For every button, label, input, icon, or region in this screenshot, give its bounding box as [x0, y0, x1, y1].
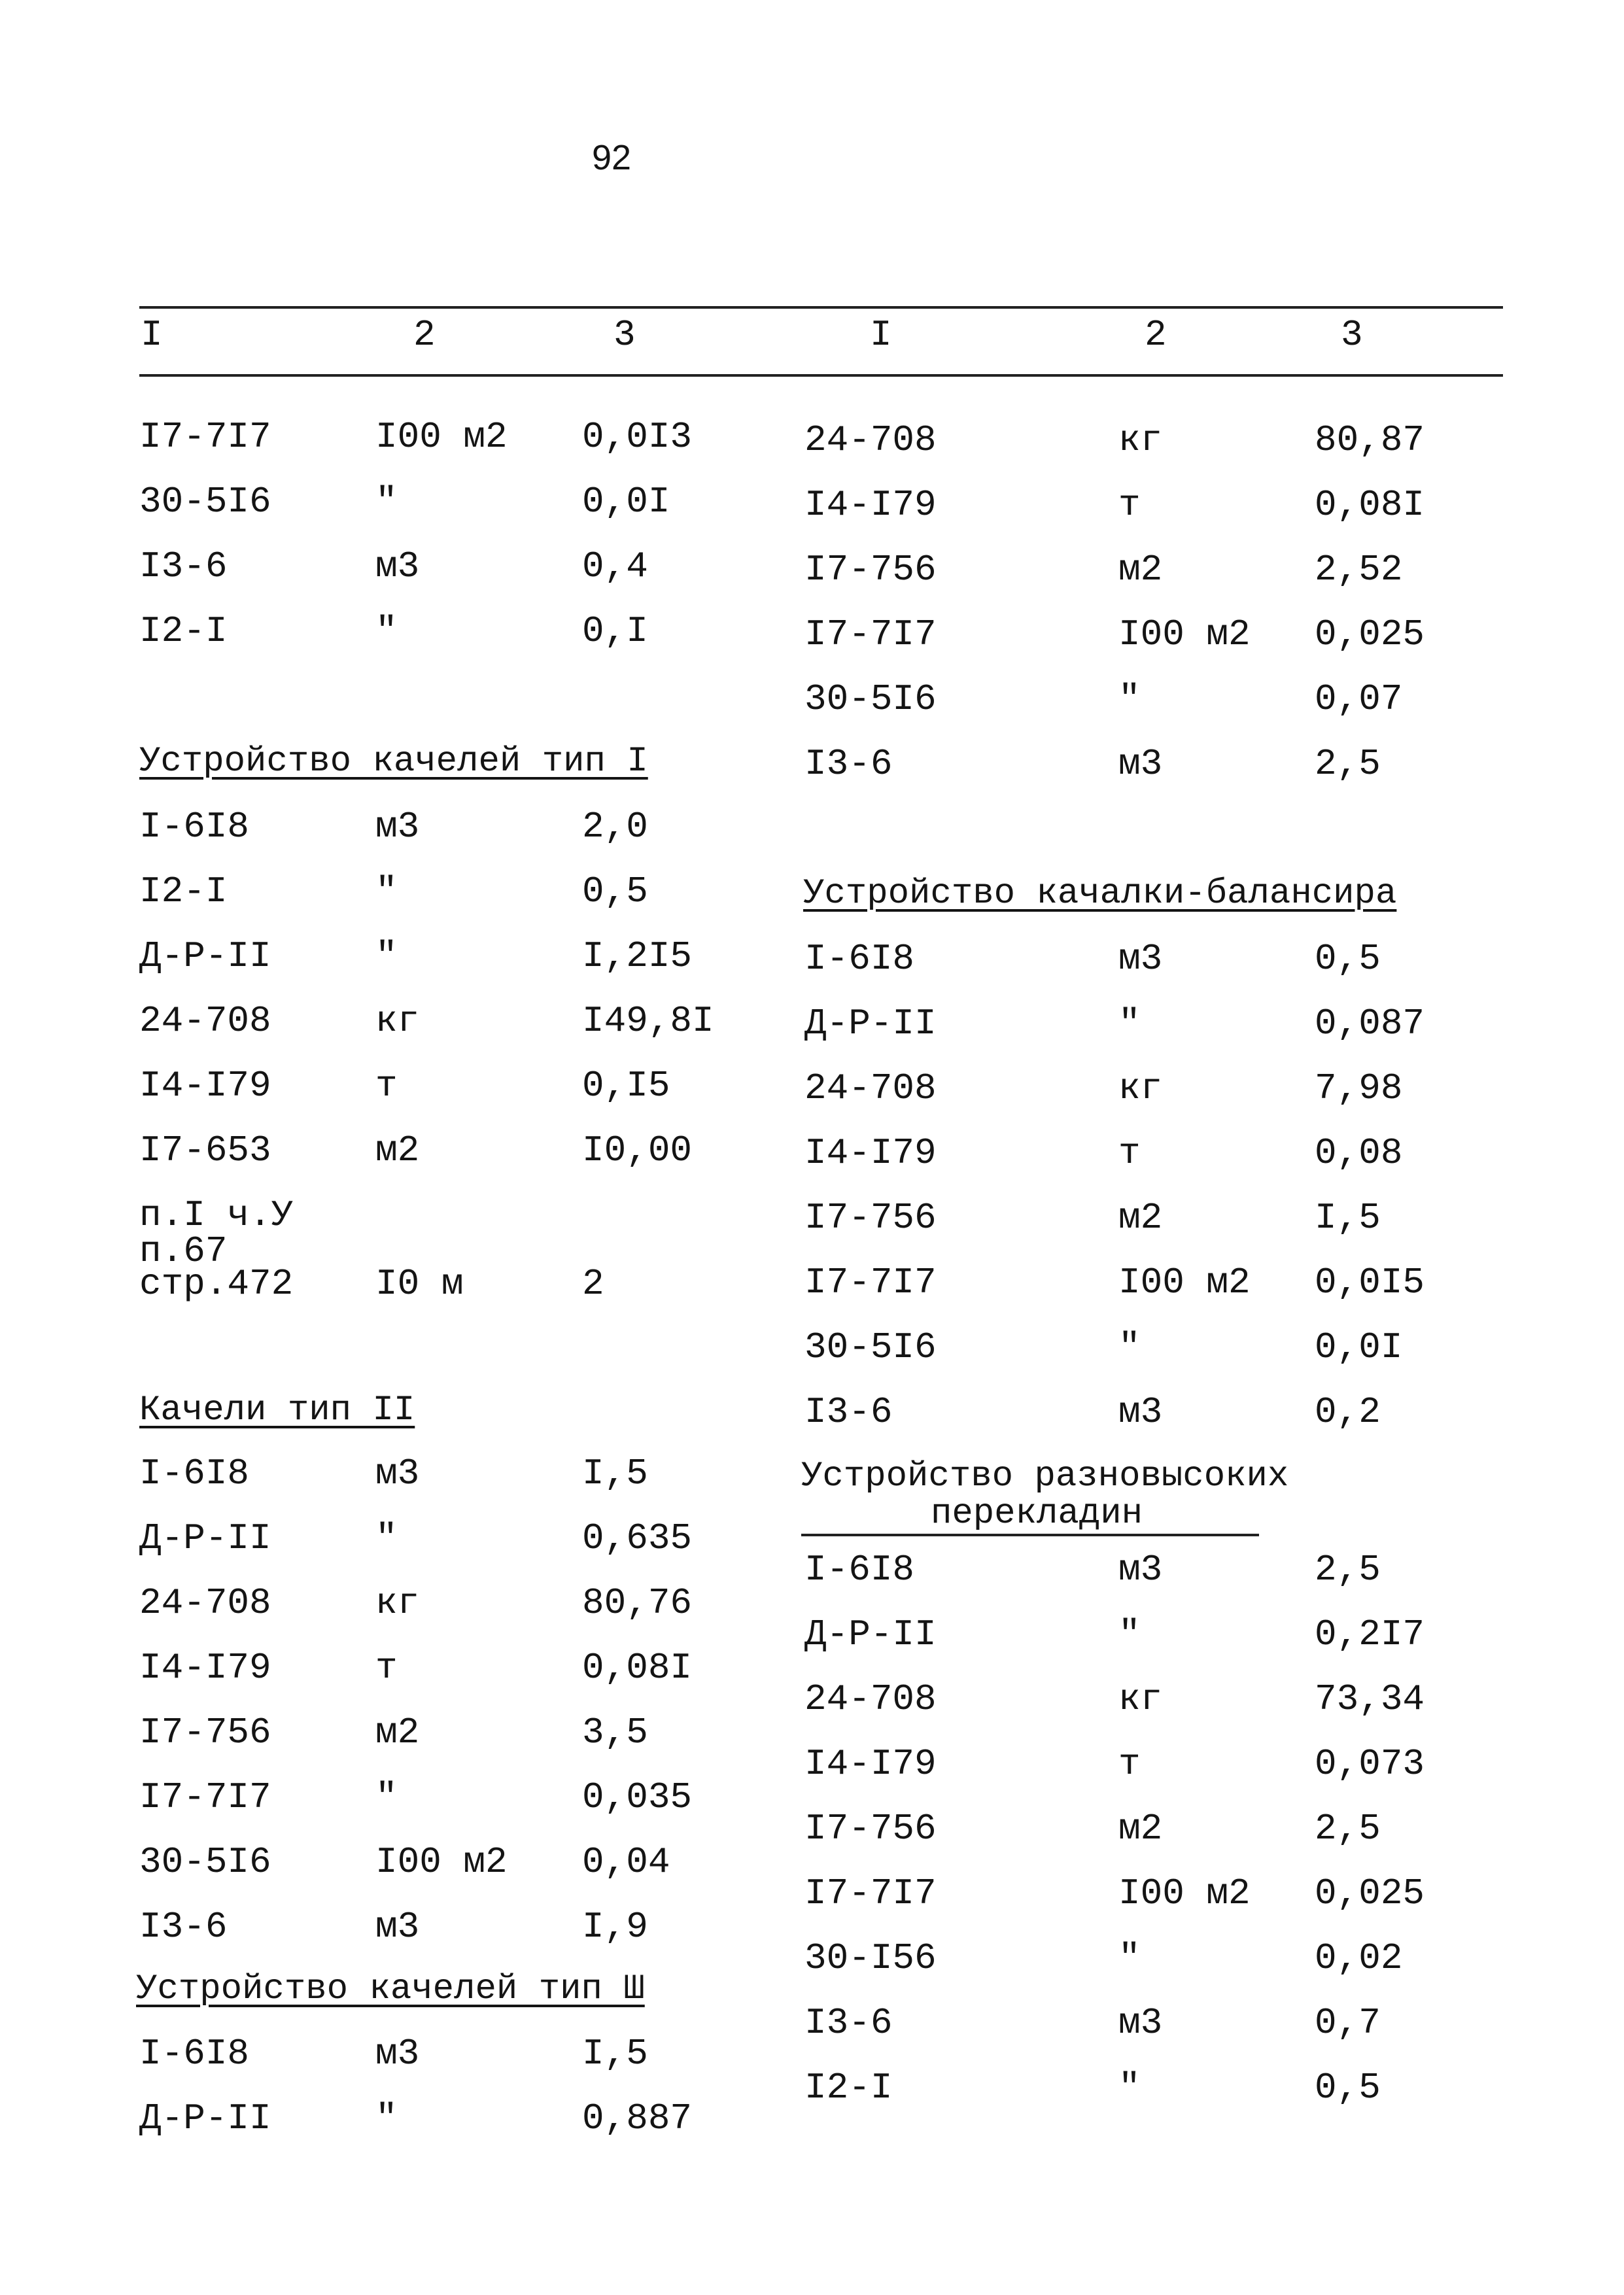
- swings-type-2-row-value: 0,635: [582, 1517, 693, 1559]
- left-top-row-unit: ": [375, 481, 398, 523]
- balance-swing-row-code: I7-7I7: [804, 1262, 937, 1303]
- swings-type-3-row-value: I,5: [582, 2033, 648, 2075]
- swings-type-2-row-code: 30-5I6: [139, 1841, 271, 1883]
- uneven-bars-row-unit: кг: [1118, 1678, 1163, 1720]
- uneven-bars-row-unit: ": [1118, 1937, 1141, 1979]
- balance-swing-row-value: 7,98: [1315, 1067, 1403, 1109]
- header-col-1-left: I: [141, 314, 163, 356]
- balance-swing-row-value: 0,087: [1315, 1003, 1425, 1044]
- right-top-row-value: 0,025: [1315, 613, 1425, 655]
- swings-type-2-row-code: Д-Р-II: [139, 1517, 271, 1559]
- uneven-bars-row-unit: м3: [1118, 2002, 1163, 2044]
- balance-swing-row-unit: кг: [1118, 1067, 1163, 1109]
- uneven-bars-row-value: 2,5: [1315, 1808, 1381, 1850]
- balance-swing-row-unit: ": [1118, 1003, 1141, 1044]
- swings-type-1-row-unit: м3: [375, 806, 420, 848]
- swings-type-2-row-code: I7-756: [139, 1712, 271, 1753]
- uneven-bars-row-code: 24-708: [804, 1678, 937, 1720]
- reference-row-code: стр.472: [139, 1263, 294, 1305]
- left-top-row-unit: I00 м2: [375, 416, 508, 458]
- left-top-row-value: 0,4: [582, 545, 648, 587]
- right-top-row-unit: м2: [1118, 549, 1163, 591]
- swings-type-1-row-unit: м2: [375, 1130, 420, 1171]
- swings-type-2-row-unit: т: [375, 1647, 398, 1689]
- swings-type-2-row-code: I7-7I7: [139, 1776, 271, 1818]
- reference-line-1: п.I ч.У: [139, 1194, 294, 1236]
- uneven-bars-row-value: 0,2I7: [1315, 1613, 1425, 1655]
- right-top-row-unit: ": [1118, 678, 1141, 720]
- uneven-bars-row-unit: м2: [1118, 1808, 1163, 1850]
- right-top-row-unit: кг: [1118, 419, 1163, 461]
- table-header-rule: [139, 374, 1503, 377]
- uneven-bars-row-value: 73,34: [1315, 1678, 1425, 1720]
- uneven-bars-row-code: I7-7I7: [804, 1872, 937, 1914]
- reference-row-value: 2: [582, 1263, 604, 1305]
- swings-type-2-row-value: I,5: [582, 1453, 648, 1494]
- swings-type-2-row-code: I-6I8: [139, 1453, 250, 1494]
- left-top-row-code: 30-5I6: [139, 481, 271, 523]
- balance-swing-row-code: I4-I79: [804, 1132, 937, 1174]
- right-top-row-unit: т: [1118, 484, 1141, 526]
- swings-type-3-row-value: 0,887: [582, 2097, 693, 2139]
- swings-type-2-row-value: 3,5: [582, 1712, 648, 1753]
- swings-type-1-row-value: I0,00: [582, 1130, 693, 1171]
- swings-type-1-row-value: I49,8I: [582, 1000, 714, 1042]
- right-top-row-value: 2,52: [1315, 549, 1403, 591]
- header-col-1-right: I: [870, 314, 892, 356]
- section-title-uneven-bars-underline: [801, 1534, 1259, 1536]
- swings-type-2-row-value: 0,04: [582, 1841, 670, 1883]
- swings-type-1-row-unit: т: [375, 1065, 398, 1107]
- balance-swing-row-value: 0,08: [1315, 1132, 1403, 1174]
- swings-type-2-row-code: 24-708: [139, 1582, 271, 1624]
- reference-line-2: п.67: [139, 1230, 228, 1272]
- swings-type-1-row-value: I,2I5: [582, 935, 693, 977]
- swings-type-2-row-unit: м2: [375, 1712, 420, 1753]
- section-title-swings-type-3: Устройство качелей тип Ш: [136, 1969, 645, 2009]
- header-col-3-left: 3: [613, 314, 636, 356]
- swings-type-1-row-code: I7-653: [139, 1130, 271, 1171]
- swings-type-2-row-value: 0,08I: [582, 1647, 693, 1689]
- uneven-bars-row-value: 0,073: [1315, 1743, 1425, 1785]
- section-title-balance-swing: Устройство качалки-балансира: [803, 874, 1397, 914]
- uneven-bars-row-code: I4-I79: [804, 1743, 937, 1785]
- left-top-row-unit: ": [375, 610, 398, 652]
- right-top-row-code: I7-756: [804, 549, 937, 591]
- right-top-row-code: I7-7I7: [804, 613, 937, 655]
- balance-swing-row-unit: м2: [1118, 1197, 1163, 1239]
- swings-type-1-row-code: I4-I79: [139, 1065, 271, 1107]
- swings-type-1-row-code: I-6I8: [139, 806, 250, 848]
- right-top-row-value: 0,07: [1315, 678, 1403, 720]
- right-top-row-unit: I00 м2: [1118, 613, 1251, 655]
- balance-swing-row-code: Д-Р-II: [804, 1003, 937, 1044]
- reference-row-unit: I0 м: [375, 1263, 464, 1305]
- balance-swing-row-unit: I00 м2: [1118, 1262, 1251, 1303]
- swings-type-1-row-code: Д-Р-II: [139, 935, 271, 977]
- swings-type-3-row-unit: м3: [375, 2033, 420, 2075]
- right-top-row-code: 30-5I6: [804, 678, 937, 720]
- swings-type-1-row-value: 2,0: [582, 806, 648, 848]
- swings-type-2-row-value: 80,76: [582, 1582, 693, 1624]
- balance-swing-row-value: 0,0I5: [1315, 1262, 1425, 1303]
- section-title-swings-type-2: Качели тип II: [139, 1390, 415, 1430]
- right-top-row-value: 0,08I: [1315, 484, 1425, 526]
- swings-type-1-row-code: I2-I: [139, 871, 228, 912]
- swings-type-2-row-value: 0,035: [582, 1776, 693, 1818]
- right-top-row-unit: м3: [1118, 743, 1163, 785]
- balance-swing-row-value: 0,0I: [1315, 1326, 1403, 1368]
- swings-type-1-row-unit: ": [375, 871, 398, 912]
- swings-type-1-row-value: 0,5: [582, 871, 648, 912]
- uneven-bars-row-code: I7-756: [804, 1808, 937, 1850]
- balance-swing-row-unit: м3: [1118, 938, 1163, 980]
- section-title-uneven-bars-line-2: перекладин: [930, 1493, 1143, 1534]
- swings-type-1-row-unit: ": [375, 935, 398, 977]
- left-top-row-code: I3-6: [139, 545, 228, 587]
- section-title-uneven-bars: [801, 1457, 1289, 1534]
- left-top-row-unit: м3: [375, 545, 420, 587]
- balance-swing-row-code: I3-6: [804, 1391, 893, 1433]
- right-top-row-code: I3-6: [804, 743, 893, 785]
- uneven-bars-row-value: 0,5: [1315, 2067, 1381, 2109]
- swings-type-2-row-unit: ": [375, 1517, 398, 1559]
- right-top-row-value: 80,87: [1315, 419, 1425, 461]
- left-top-row-code: I7-7I7: [139, 416, 271, 458]
- swings-type-1-row-value: 0,I5: [582, 1065, 670, 1107]
- balance-swing-row-unit: т: [1118, 1132, 1141, 1174]
- balance-swing-row-code: I-6I8: [804, 938, 915, 980]
- swings-type-3-row-code: I-6I8: [139, 2033, 250, 2075]
- balance-swing-row-unit: м3: [1118, 1391, 1163, 1433]
- uneven-bars-row-value: 0,02: [1315, 1937, 1403, 1979]
- swings-type-2-row-unit: м3: [375, 1453, 420, 1494]
- header-col-2-right: 2: [1145, 314, 1167, 356]
- uneven-bars-row-unit: м3: [1118, 1549, 1163, 1591]
- uneven-bars-row-unit: I00 м2: [1118, 1872, 1251, 1914]
- balance-swing-row-code: 30-5I6: [804, 1326, 937, 1368]
- right-top-row-code: I4-I79: [804, 484, 937, 526]
- balance-swing-row-code: I7-756: [804, 1197, 937, 1239]
- balance-swing-row-value: 0,5: [1315, 938, 1381, 980]
- left-top-row-value: 0,I: [582, 610, 648, 652]
- swings-type-2-row-unit: ": [375, 1776, 398, 1818]
- uneven-bars-row-code: I3-6: [804, 2002, 893, 2044]
- header-col-3-right: 3: [1341, 314, 1363, 356]
- swings-type-2-row-value: I,9: [582, 1906, 648, 1948]
- uneven-bars-row-code: Д-Р-II: [804, 1613, 937, 1655]
- uneven-bars-row-code: 30-I56: [804, 1937, 937, 1979]
- swings-type-2-row-code: I3-6: [139, 1906, 228, 1948]
- page-number: 92: [592, 138, 632, 177]
- balance-swing-row-code: 24-708: [804, 1067, 937, 1109]
- uneven-bars-row-unit: ": [1118, 2067, 1141, 2109]
- balance-swing-row-value: 0,2: [1315, 1391, 1381, 1433]
- table-top-rule: [139, 306, 1503, 309]
- uneven-bars-row-value: 0,7: [1315, 2002, 1381, 2044]
- swings-type-1-row-code: 24-708: [139, 1000, 271, 1042]
- swings-type-2-row-code: I4-I79: [139, 1647, 271, 1689]
- right-top-row-code: 24-708: [804, 419, 937, 461]
- swings-type-2-row-unit: I00 м2: [375, 1841, 508, 1883]
- uneven-bars-row-unit: т: [1118, 1743, 1141, 1785]
- uneven-bars-row-code: I-6I8: [804, 1549, 915, 1591]
- uneven-bars-row-value: 0,025: [1315, 1872, 1425, 1914]
- balance-swing-row-value: I,5: [1315, 1197, 1381, 1239]
- uneven-bars-row-code: I2-I: [804, 2067, 893, 2109]
- swings-type-1-row-unit: кг: [375, 1000, 420, 1042]
- header-col-2-left: 2: [413, 314, 436, 356]
- left-top-row-value: 0,0I3: [582, 416, 693, 458]
- right-top-row-value: 2,5: [1315, 743, 1381, 785]
- balance-swing-row-unit: ": [1118, 1326, 1141, 1368]
- uneven-bars-row-value: 2,5: [1315, 1549, 1381, 1591]
- uneven-bars-row-unit: ": [1118, 1613, 1141, 1655]
- section-title-swings-type-1: Устройство качелей тип I: [139, 742, 648, 782]
- swings-type-3-row-unit: ": [375, 2097, 398, 2139]
- swings-type-2-row-unit: м3: [375, 1906, 420, 1948]
- section-title-uneven-bars-line-1: Устройство разновысоких: [801, 1457, 1289, 1496]
- swings-type-3-row-code: Д-Р-II: [139, 2097, 271, 2139]
- left-top-row-code: I2-I: [139, 610, 228, 652]
- swings-type-2-row-unit: кг: [375, 1582, 420, 1624]
- left-top-row-value: 0,0I: [582, 481, 670, 523]
